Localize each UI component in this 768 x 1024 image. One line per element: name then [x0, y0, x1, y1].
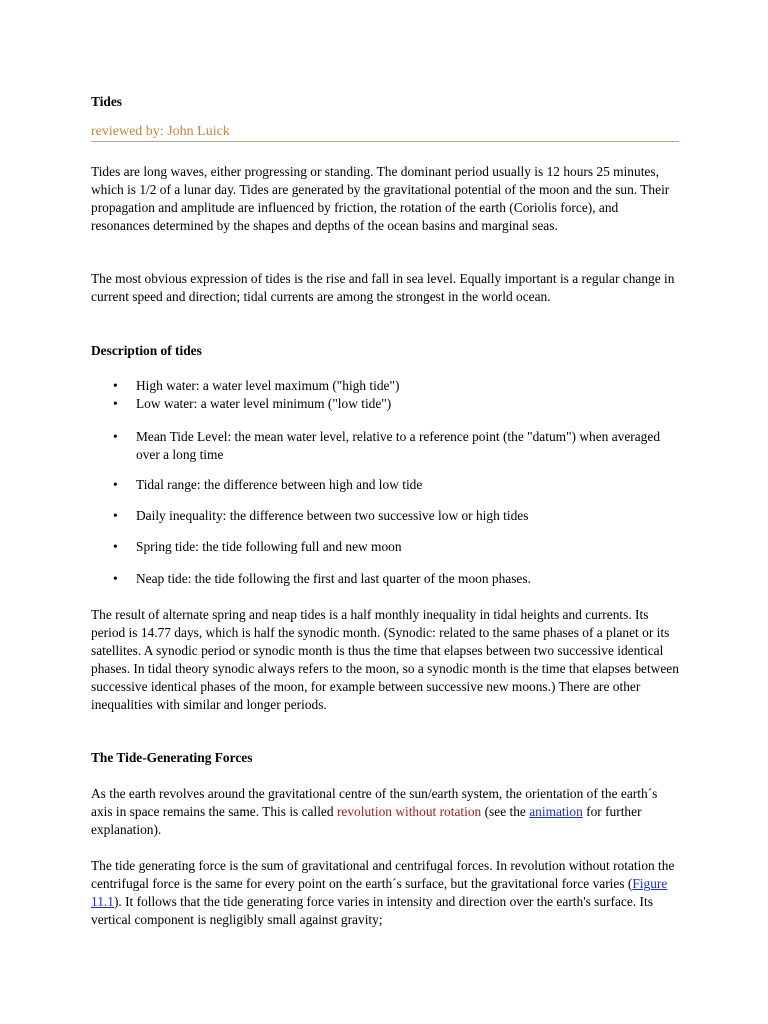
revolution-without-rotation-term: revolution without rotation — [336, 804, 482, 819]
tide-terms-list-e — [91, 538, 679, 556]
revolution-text-b: (see the — [481, 804, 530, 819]
inequality-paragraph: The result of alternate spring and neap tides is a half monthly inequality in tidal heights and currents. Its period is 14.77 days, which is half the synodic month. (Synodic: related to the same phases of a planet or its satellites. A synodic period or synodic month is thus the time that elapses between two successive identical phases. In tidal theory synodic always refers to the moon, so a synodic month is the time that elapses between successive identical phases of the moon, for example between successive new moons.) There are other inequalities with similar and longer periods. — [91, 607, 679, 712]
description-heading: Description of tides — [91, 343, 202, 358]
list-item-tidal-range: • Tidal range: the difference between high and low tide — [91, 476, 679, 494]
tide-force-text-a: The tide generating force is the sum of gravitational and centrifugal forces. In revolution without rotation the centrifugal force is the same for every point on the earth´s surface, but the gravitational force varies ( — [91, 858, 675, 891]
tide-force-text-b: ). It follows that the tide generating force varies in intensity and direction over the earth's surface. Its vertical component is negligibly small against gravity; — [91, 894, 653, 927]
page-title: Tides — [91, 94, 123, 109]
tide-terms-list-c — [91, 476, 679, 494]
tide-terms-list-b — [91, 428, 679, 464]
figure-11-1-link[interactable]: Figure 11.1 — [91, 876, 668, 909]
tide-force-paragraph — [91, 857, 679, 929]
intro-paragraph: Tides are long waves, either progressing or standing. The dominant period usually is 12 hours 25 minutes, which is 1/2 of a lunar day. Tides are generated by the gravitational potential of the moon and the sun. Their propagation and amplitude are influenced by friction, the rotation of the earth (Coriolis force), and resonances determined by the shapes and depths of the ocean basins and marginal seas. — [91, 164, 670, 233]
tide-terms-list-f — [91, 570, 679, 588]
tide-terms-list-d — [91, 507, 679, 525]
revolution-text-c: for further explanation). — [91, 804, 642, 837]
list-item-spring-tide: • Spring tide: the tide following full and new moon — [91, 538, 679, 556]
tide-terms-list-a — [91, 377, 679, 413]
sea-level-paragraph: The most obvious expression of tides is the rise and fall in sea level. Equally important is a regular change in current speed and direction; tidal currents are among the strongest in the world ocean. — [91, 271, 675, 304]
revolution-text-a: As the earth revolves around the gravitational centre of the sun/earth system, the orientation of the earth´s axis in space remains the same. This is called — [91, 786, 658, 819]
list-item-mean-tide-level: • Mean Tide Level: the mean water level, relative to a reference point (the "datum") when averaged over a long time — [91, 428, 679, 464]
list-item-high-water: • High water: a water level maximum ("high tide") — [91, 377, 679, 395]
animation-link[interactable]: animation — [529, 804, 583, 819]
revolution-paragraph — [91, 785, 679, 839]
list-item-daily-inequality: • Daily inequality: the difference between two successive low or high tides — [91, 507, 679, 525]
list-item-low-water: • Low water: a water level minimum ("low tide") — [91, 395, 679, 413]
list-item-neap-tide: • Neap tide: the tide following the first and last quarter of the moon phases. — [91, 570, 679, 588]
header-divider — [91, 141, 679, 142]
forces-heading: The Tide-Generating Forces — [91, 750, 253, 765]
reviewer-credit: reviewed by: John Luick — [91, 124, 230, 139]
